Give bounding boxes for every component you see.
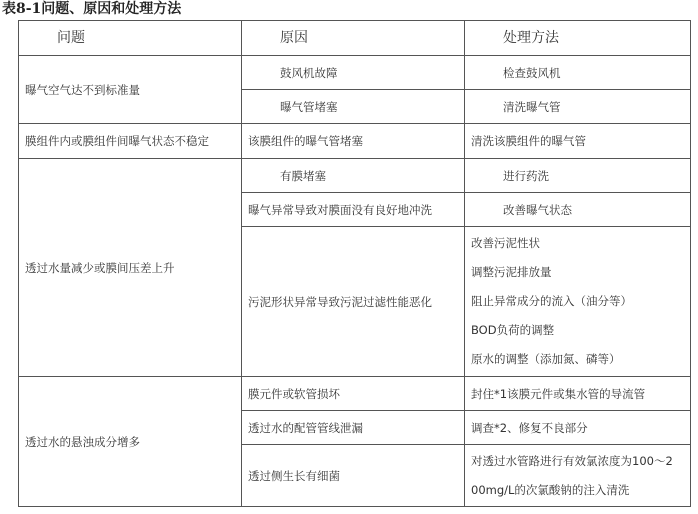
cause-cell: 污泥形状异常导致污泥过滤性能恶化 xyxy=(242,227,465,377)
header-cause: 原因 xyxy=(242,21,465,56)
solution-cell: 封住*1该膜元件或集水管的导流管 xyxy=(465,377,691,411)
table-row xyxy=(19,377,691,411)
solution-cell xyxy=(465,445,691,507)
solution-cell: 进行药洗 xyxy=(465,159,691,193)
table-row xyxy=(19,124,691,159)
cause-cell: 透过侧生长有细菌 xyxy=(242,445,465,507)
cause-cell: 曝气管堵塞 xyxy=(242,90,465,124)
solution-cell: 清洗该膜组件的曝气管 xyxy=(465,124,691,159)
problem-cell: 曝气空气达不到标准量 xyxy=(19,56,242,124)
solution-line: 原水的调整（添加氮、磷等） xyxy=(471,352,621,366)
cause-cell: 膜元件或软管损坏 xyxy=(242,377,465,411)
solution-cell xyxy=(465,227,691,377)
solution-cell: 检查鼓风机 xyxy=(465,56,691,90)
solution-line: 调整污泥排放量 xyxy=(471,265,552,279)
header-problem: 问题 xyxy=(19,21,242,56)
cause-cell: 该膜组件的曝气管堵塞 xyxy=(242,124,465,159)
solution-line: 阻止异常成分的流入（油分等） xyxy=(471,294,632,308)
problem-cell: 透过水的悬浊成分增多 xyxy=(19,377,242,507)
solution-line: BOD负荷的调整 xyxy=(471,323,555,337)
solution-line: 00mg/L的次氯酸钠的注入清洗 xyxy=(471,482,630,497)
solution-cell: 清洗曝气管 xyxy=(465,90,691,124)
header-row xyxy=(19,21,691,56)
cause-cell: 曝气异常导致对膜面没有良好地冲洗 xyxy=(242,193,465,227)
header-solution: 处理方法 xyxy=(465,21,691,56)
cause-cell: 透过水的配管管线泄漏 xyxy=(242,411,465,445)
problem-cell: 膜组件内或膜组件间曝气状态不稳定 xyxy=(19,124,242,159)
solution-cell: 改善曝气状态 xyxy=(465,193,691,227)
problem-cause-table xyxy=(18,20,691,507)
solution-cell: 调查*2、修复不良部分 xyxy=(465,411,691,445)
problem-cell: 透过水量减少或膜间压差上升 xyxy=(19,159,242,377)
solution-line: 对透过水管路进行有效氯浓度为100～2 xyxy=(471,453,673,468)
solution-line: 改善污泥性状 xyxy=(471,236,540,250)
cause-cell: 有膜堵塞 xyxy=(242,159,465,193)
table-row xyxy=(19,56,691,90)
cause-cell: 鼓风机故障 xyxy=(242,56,465,90)
table-title: 表8-1问题、原因和处理方法 xyxy=(2,1,182,17)
table-row xyxy=(19,159,691,193)
